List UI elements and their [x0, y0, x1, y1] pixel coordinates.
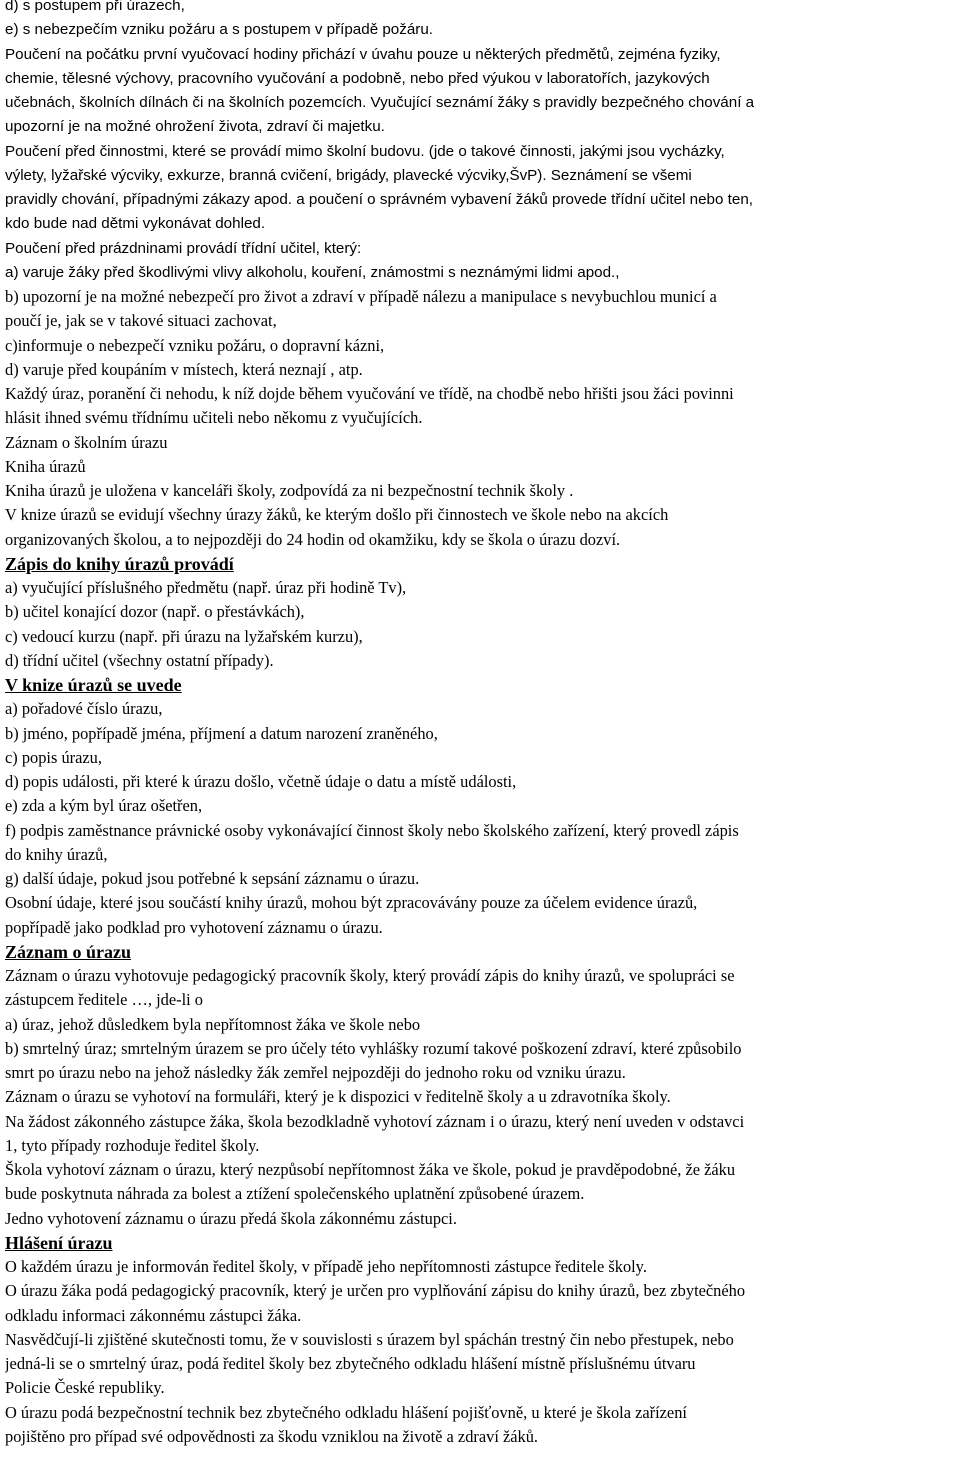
text-line: Každý úraz, poranění či nehodu, k níž dojde během vyučování ve třídě, na chodbě nebo hřišti jsou žáci povinni: [5, 384, 734, 403]
text-line: a) varuje žáky před škodlivými vlivy alkoholu, kouření, známostmi s neznámými lidmi apod.,: [5, 263, 620, 281]
section-heading: Hlášení úrazu: [5, 1232, 113, 1253]
text-line: Jedno vyhotovení záznamu o úrazu předá škola zákonnému zástupci.: [5, 1208, 457, 1228]
text-line: zástupcem ředitele …, jde-li o: [5, 990, 203, 1010]
text-line: a) pořadové číslo úrazu,: [5, 699, 163, 719]
text-line: výlety, lyžařské výcviky, exkurze, branná cvičení, brigády, plavecké výcviky,ŠvP). Seznámení se všemi: [5, 166, 692, 184]
section-heading: V knize úrazů se uvede: [5, 675, 182, 695]
text-line: a) vyučující příslušného předmětu (např. úraz při hodině Tv),: [5, 578, 407, 597]
text-line: O každém úrazu je informován ředitel školy, v případě jeho nepřítomnosti zástupce ředitele školy.: [5, 1257, 647, 1276]
text-line: b) jméno, popřípadě jména, příjmení a datum narození zraněného,: [5, 723, 438, 743]
text-line: organizovaných školou, a to nejpozději do 24 hodin od okamžiku, kdy se škola o úrazu dozví.: [5, 529, 621, 549]
text-line: O úrazu žáka podá pedagogický pracovník, který je určen pro vyplňování zápisu do knihy úrazů, bez zbytečného: [5, 1281, 746, 1301]
text-line: c) popis úrazu,: [5, 747, 102, 767]
text-line: e) zda a kým byl úraz ošetřen,: [5, 796, 203, 816]
text-line: a) úraz, jehož důsledkem byla nepřítomnost žáka ve škole nebo: [5, 1014, 421, 1034]
text-line: Kniha úrazů: [5, 456, 86, 476]
text-line: d) popis události, při které k úrazu došlo, včetně údaje o datu a místě události,: [5, 772, 517, 791]
text-line: Poučení před činnostmi, které se provádí mimo školní budovu. (jde o takové činnosti, jakými jsou vycházky,: [5, 142, 725, 160]
text-line: Nasvědčují-li zjištěné skutečnosti tomu, že v souvislosti s úrazem byl spáchán trestný čin nebo přestupek, nebo: [5, 1329, 734, 1349]
text-line: popřípadě jako podklad pro vyhotovení záznamu o úrazu.: [5, 917, 383, 937]
text-line: Na žádost zákonného zástupce žáka, škola bezodkladně vyhotoví záznam i o úrazu, který není uveden v odstavci: [5, 1111, 745, 1131]
text-line: chemie, tělesné výchovy, pracovního vyučování a podobně, nebo před výukou v laboratořích, jazykových: [5, 69, 710, 87]
text-line: Osobní údaje, které jsou součástí knihy úrazů, mohou být zpracovávány pouze za účelem evidence úrazů,: [5, 893, 698, 913]
text-line: g) další údaje, pokud jsou potřebné k sepsání záznamu o úrazu.: [5, 869, 420, 888]
text-line: d) s postupem při úrazech,: [5, 0, 185, 14]
text-line: hlásit ihned svému třídnímu učiteli nebo někomu z vyučujících.: [5, 408, 423, 428]
text-line: c)informuje o nebezpečí vzniku požáru, o dopravní kázni,: [5, 335, 385, 355]
text-line: bude poskytnuta náhrada za bolest a ztížení společenského uplatnění způsobené úrazem.: [5, 1184, 585, 1204]
text-line: Policie České republiky.: [5, 1378, 165, 1398]
section-heading: Zápis do knihy úrazů provádí: [5, 553, 234, 574]
document-body: [5, 0, 954, 1449]
text-line: d) třídní učitel (všechny ostatní případy).: [5, 650, 274, 670]
text-line: do knihy úrazů,: [5, 844, 108, 864]
text-line: b) učitel konající dozor (např. o přestávkách),: [5, 602, 305, 622]
text-line: jedná-li se o smrtelný úraz, podá ředitel školy bez zbytečného odkladu hlášení místně příslušnému útvaru: [5, 1354, 696, 1373]
section-heading: Záznam o úrazu: [5, 941, 131, 962]
text-line: upozorní je na možné ohrožení života, zdraví či majetku.: [5, 118, 385, 136]
text-line: pravidly chování, případnými zákazy apod. a poučení o správném vybavení žáků provede třídní učitel nebo ten,: [5, 191, 753, 208]
text-line: O úrazu podá bezpečnostní technik bez zbytečného odkladu hlášení pojišťovně, u které je škola zařízení: [5, 1402, 687, 1422]
text-line: 1, tyto případy rozhoduje ředitel školy.: [5, 1135, 260, 1155]
text-line: pojištěno pro případ své odpovědnosti za škodu vzniklou na životě a zdraví žáků.: [5, 1426, 539, 1446]
text-line: smrt po úrazu nebo na jehož následky žák zemřel nejpozději do jednoho roku od vzniku úrazu.: [5, 1063, 626, 1082]
text-line: Záznam o školním úrazu: [5, 432, 168, 452]
text-line: f) podpis zaměstnance právnické osoby vykonávající činnost školy nebo školského zařízení, který provedl zápis: [5, 820, 739, 840]
text-line: Záznam o úrazu se vyhotoví na formuláři, který je k dispozici v ředitelně školy a u zdravotníka školy.: [5, 1087, 671, 1107]
text-line: b) upozorní je na možné nebezpečí pro život a zdraví v případě nálezu a manipulace s nevybuchlou municí a: [5, 287, 717, 306]
text-line: V knize úrazů se evidují všechny úrazy žáků, ke kterým došlo při činnostech ve škole nebo na akcích: [5, 505, 669, 525]
text-line: Poučení před prázdninami provádí třídní učitel, který:: [5, 239, 362, 257]
text-line: poučí je, jak se v takové situaci zachovat,: [5, 311, 277, 331]
text-line: e) s nebezpečím vzniku požáru a s postupem v případě požáru.: [5, 21, 434, 39]
text-line: Záznam o úrazu vyhotovuje pedagogický pracovník školy, který provádí zápis do knihy úrazů, ve spolupráci se: [5, 966, 735, 985]
text-line: odkladu informaci zákonnému zástupci žáka.: [5, 1305, 302, 1325]
text-line: Kniha úrazů je uložena v kanceláři školy, zodpovídá za ni bezpečnostní technik školy .: [5, 481, 574, 500]
text-line: c) vedoucí kurzu (např. při úrazu na lyžařském kurzu),: [5, 626, 363, 646]
text-line: d) varuje před koupáním v místech, která neznají , atp.: [5, 359, 363, 379]
text-line: Škola vyhotoví záznam o úrazu, který nezpůsobí nepřítomnost žáka ve škole, pokud je pravděpodobné, že žáku: [5, 1160, 736, 1179]
text-line: Poučení na počátku první vyučovací hodiny přichází v úvahu pouze u některých předmětů, zejména fyziky,: [5, 45, 721, 63]
text-line: kdo bude nad dětmi vykonávat dohled.: [5, 215, 266, 233]
text-line: b) smrtelný úraz; smrtelným úrazem se pro účely této vyhlášky rozumí takové poškození zdraví, které způsobilo: [5, 1038, 742, 1058]
text-line: učebnách, školních dílnách či na školních pozemcích. Vyučující seznámí žáky s pravidly bezpečného chování a: [5, 94, 755, 111]
